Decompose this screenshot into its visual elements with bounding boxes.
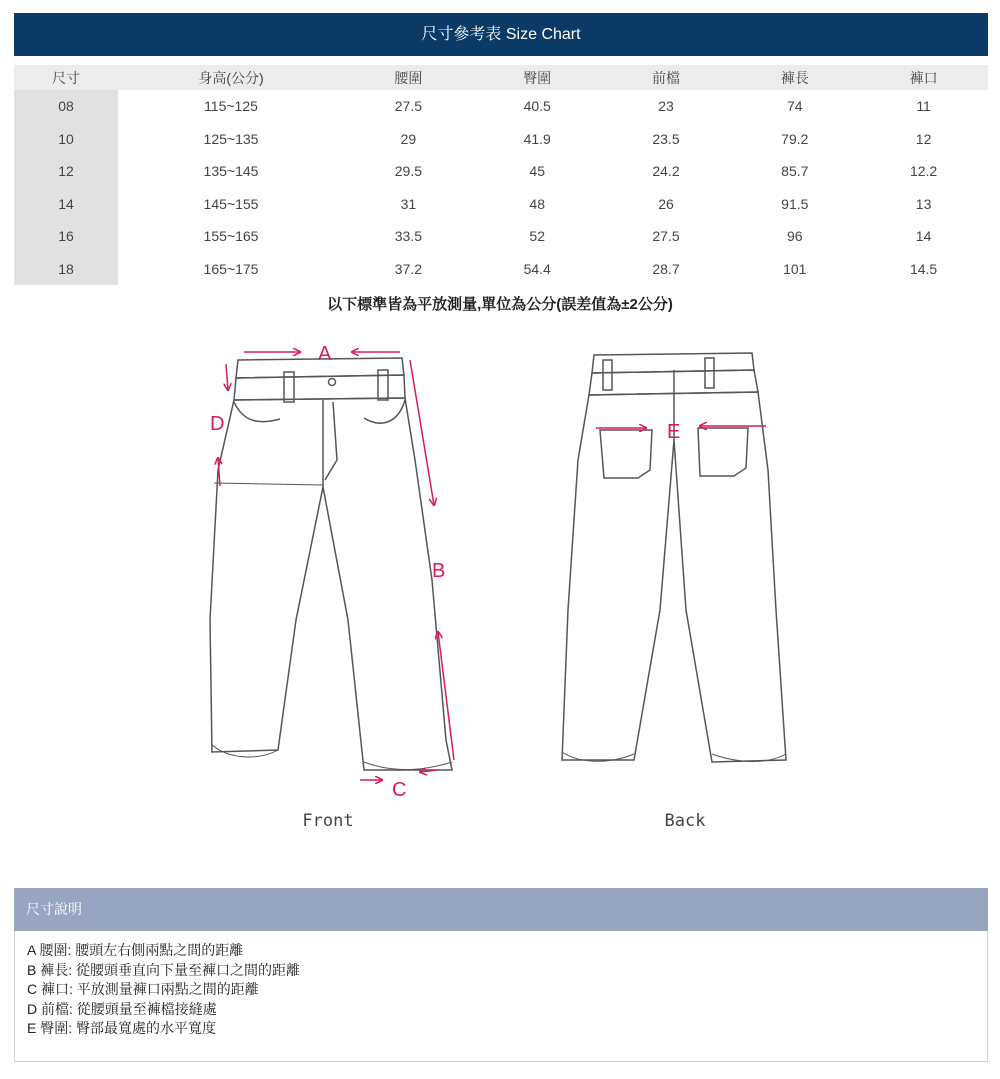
measurement-note: 以下標準皆為平放測量,單位為公分(誤差值為±2公分) (327, 296, 673, 313)
table-cell: 29 (400, 130, 417, 147)
table-row (14, 253, 988, 286)
table-cell: 18 (14, 253, 118, 286)
size-chart-title: 尺寸參考表 Size Chart (421, 26, 581, 43)
table-cell: 125~135 (203, 130, 259, 147)
list-item: D 前檔: 從腰頭量至褲檔接縫處 (27, 1000, 217, 1017)
list-item: E 臀圍: 臀部最寬處的水平寬度 (27, 1020, 217, 1036)
table-cell: 45 (529, 163, 545, 180)
label-c: C (392, 779, 407, 801)
column-header-waist: 腰圍 (344, 65, 473, 90)
label-b: B (432, 560, 446, 582)
column-header-leg-opening: 褲口 (859, 65, 988, 90)
table-row (14, 188, 988, 221)
column-header-front-rise: 前檔 (602, 65, 731, 90)
size-description-header (14, 888, 988, 931)
table-cell: 27.5 (652, 228, 680, 245)
table-cell: 165~175 (203, 260, 259, 277)
table-cell: 54.4 (523, 260, 551, 277)
table-cell: 135~145 (203, 163, 259, 180)
table-cell: 14 (14, 188, 118, 221)
label-e: E (667, 421, 681, 443)
table-cell: 16 (14, 220, 118, 253)
list-item: B 褲長: 從腰頭垂直向下量至褲口之間的距離 (27, 961, 301, 978)
size-description-title: 尺寸說明 (26, 901, 82, 917)
table-cell: 33.5 (394, 228, 423, 245)
column-header-size: 尺寸 (14, 65, 118, 90)
table-cell: 101 (783, 260, 807, 277)
table-cell: 12 (915, 130, 932, 147)
front-pants-drawing (210, 358, 452, 770)
table-cell: 91.5 (781, 195, 809, 212)
table-cell: 10 (14, 123, 118, 156)
table-cell: 145~155 (203, 195, 259, 212)
column-header-length: 褲長 (730, 65, 859, 90)
table-cell: 23.5 (652, 130, 680, 147)
caption-back: Back (664, 811, 706, 831)
table-cell: 40.5 (523, 98, 551, 115)
column-header-hip: 臀圍 (473, 65, 602, 90)
table-cell: 12 (14, 155, 118, 188)
column-header-height: 身高(公分) (118, 65, 344, 90)
label-a: A (318, 343, 332, 365)
size-table (14, 65, 988, 285)
table-cell: 13 (915, 195, 932, 212)
label-d: D (210, 413, 225, 435)
table-cell: 14.5 (909, 260, 938, 277)
table-row (14, 155, 988, 188)
table-cell: 41.9 (523, 130, 551, 147)
measurement-arrows (218, 352, 766, 780)
table-row (14, 123, 988, 156)
size-description-list (15, 931, 987, 1039)
table-cell: 155~165 (203, 228, 259, 245)
table-cell: 31 (400, 195, 417, 212)
arrow-d-top (226, 364, 228, 390)
table-row (14, 90, 988, 123)
table-cell: 14 (915, 228, 932, 245)
table-cell: 74 (787, 98, 803, 115)
table-cell: 08 (14, 90, 118, 123)
pants-measurement-diagram (0, 320, 1000, 860)
table-cell: 37.2 (394, 260, 423, 277)
list-item: C 褲口: 平放測量褲口兩點之間的距離 (27, 981, 259, 997)
back-pants-drawing (562, 353, 786, 762)
table-cell: 27.5 (394, 98, 423, 115)
table-row (14, 220, 988, 253)
table-cell: 11 (916, 98, 931, 115)
size-chart-header (14, 13, 988, 56)
list-item: A 腰圍: 腰頭左右側兩點之間的距離 (27, 942, 244, 958)
table-cell: 48 (529, 195, 545, 212)
table-header-row (14, 65, 988, 90)
table-cell: 29.5 (394, 163, 423, 180)
table-cell: 26 (658, 195, 674, 212)
table-cell: 28.7 (652, 260, 680, 277)
table-cell: 115~125 (204, 98, 258, 115)
table-cell: 79.2 (781, 130, 809, 147)
table-cell: 85.7 (781, 163, 809, 180)
size-description-box (14, 931, 988, 1062)
table-cell: 52 (529, 228, 545, 245)
table-cell: 96 (787, 228, 803, 245)
table-cell: 12.2 (909, 163, 938, 180)
arrow-b-top (410, 360, 434, 505)
caption-front: Front (302, 811, 354, 831)
table-cell: 23 (658, 98, 674, 115)
table-cell: 24.2 (652, 163, 680, 180)
